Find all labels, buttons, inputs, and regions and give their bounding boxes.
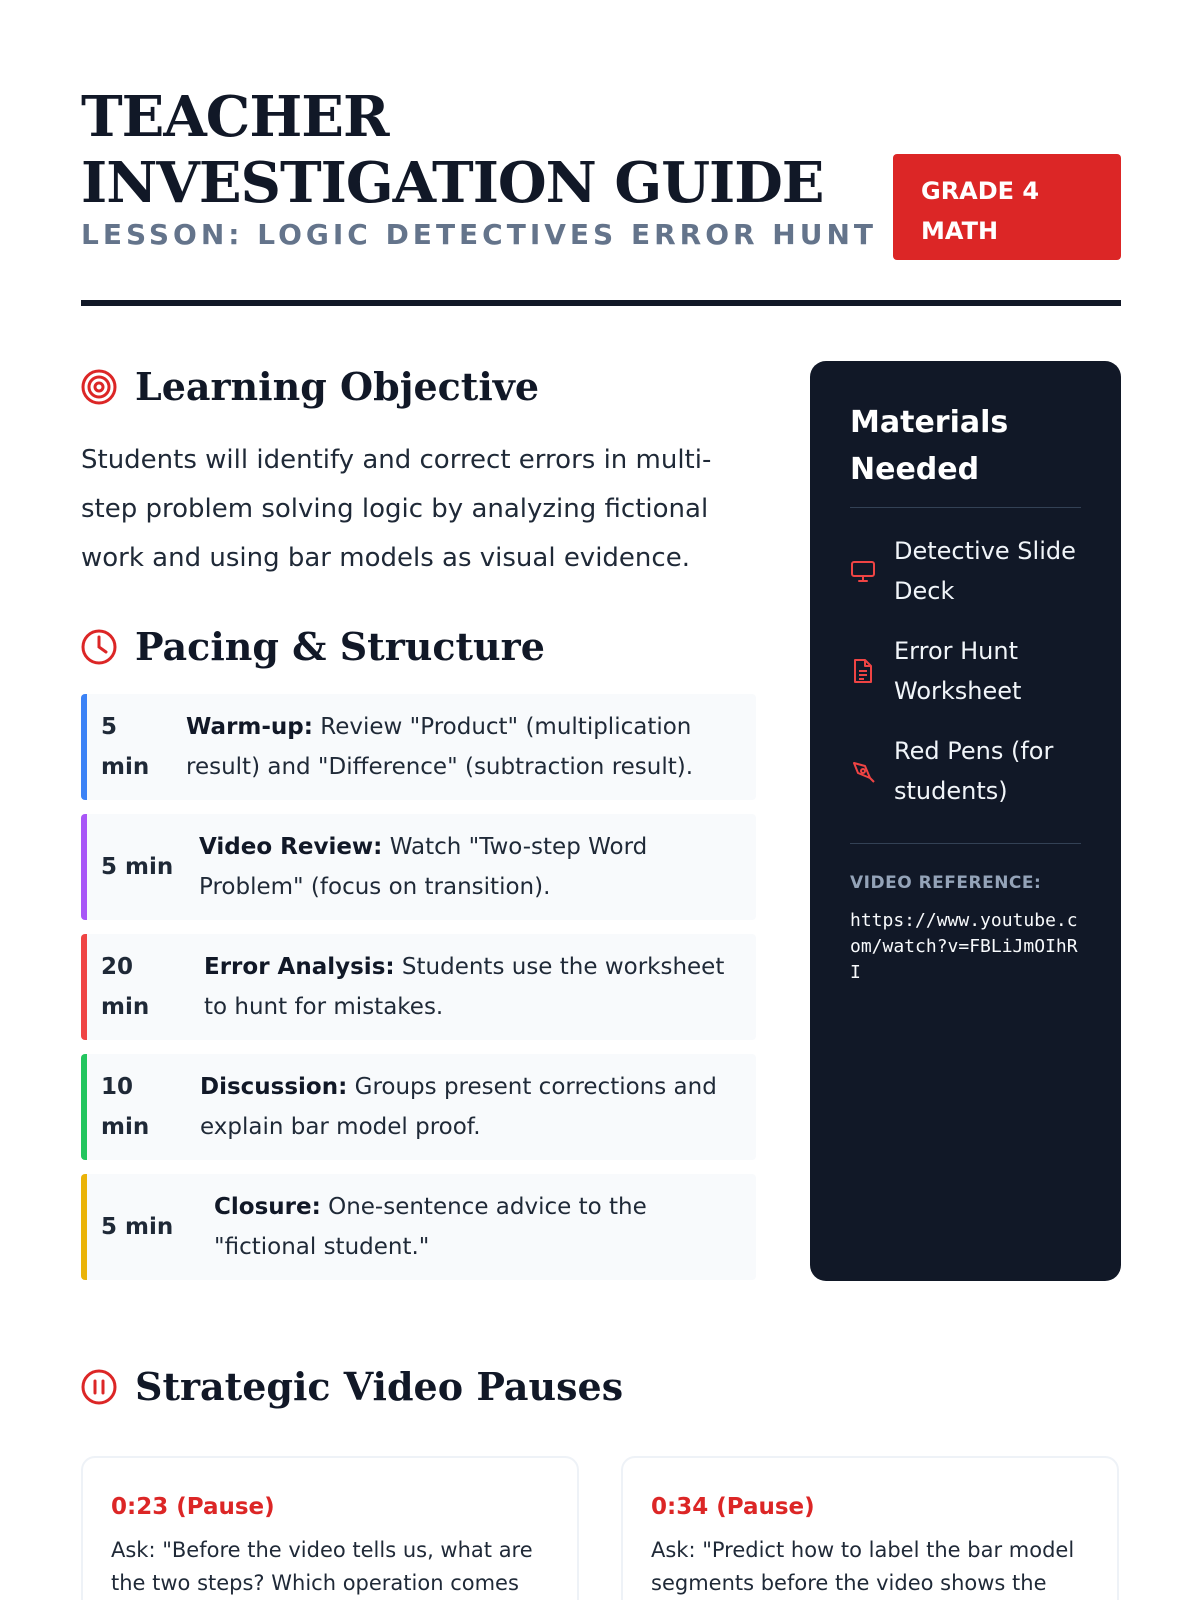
pacing-description [186, 707, 726, 787]
pauses-heading [81, 1364, 623, 1409]
objective-heading-text: Learning Objective [135, 364, 540, 409]
grade-badge [893, 154, 1121, 260]
pause-text: Ask: "Before the video tells us, what are the two steps? Which operation comes [111, 1538, 533, 1595]
pacing-time: 5 min [101, 1214, 174, 1240]
pacing-text: Students use the worksheet to hunt for mistakes. [204, 954, 725, 1020]
document-icon [850, 658, 876, 684]
grade-badge-line-1: GRADE 4 [921, 177, 1040, 205]
objective-heading [81, 364, 539, 409]
pause-time: 0:23 (Pause) [111, 1494, 275, 1520]
pacing-row-warm-up [81, 694, 756, 800]
material-label: Red Pens (for students) [894, 737, 1054, 805]
pacing-description [214, 1187, 734, 1267]
pause-card [621, 1456, 1119, 1600]
material-label: Error Hunt Worksheet [894, 637, 1022, 705]
objective-text: Students will identify and correct errors in multi-step problem solving logic by analyzing fictional work and using bar models as visual evidence. [81, 445, 712, 573]
pacing-time: 10 min [101, 1074, 150, 1140]
pause-text: Ask: "Predict how to label the bar model segments before the video shows the [651, 1538, 1075, 1595]
video-reference-url[interactable]: https://www.youtube.com/watch?v=FBLiJmOIhRI [850, 910, 1078, 983]
pacing-text: Review "Product" (multiplication result) and "Difference" (subtraction result). [186, 714, 694, 780]
pacing-text: Groups present corrections and explain bar model proof. [200, 1074, 717, 1140]
materials-divider [850, 843, 1081, 844]
materials-title: Materials Needed [850, 405, 1009, 487]
pacing-time: 5 min [101, 714, 150, 780]
guide-page [81, 0, 1121, 1600]
pause-time: 0:34 (Pause) [651, 1494, 815, 1520]
pause-circle-icon [81, 1367, 121, 1407]
pacing-label: Discussion: [200, 1074, 348, 1100]
pacing-row-error-analysis [81, 934, 756, 1040]
header-divider [81, 300, 1121, 306]
pacing-heading [81, 624, 545, 669]
pacing-time: 20 min [101, 954, 150, 1020]
pacing-text: Watch "Two-step Word Problem" (focus on transition). [199, 834, 648, 900]
material-label: Detective Slide Deck [894, 537, 1076, 605]
material-item-red-pens [850, 731, 1085, 811]
page-title: TEACHER INVESTIGATION GUIDE [81, 84, 824, 216]
pacing-label: Warm-up: [186, 714, 313, 740]
pacing-row-video-review [81, 814, 756, 920]
target-icon [81, 367, 121, 407]
pacing-description [204, 947, 744, 1027]
clock-icon [81, 627, 121, 667]
video-reference-label: VIDEO REFERENCE: [850, 873, 1042, 893]
material-item-slide-deck [850, 531, 1085, 611]
grade-badge-line-2: MATH [921, 217, 999, 245]
pen-icon [850, 758, 876, 784]
pacing-label: Error Analysis: [204, 954, 395, 980]
lesson-subtitle: LESSON: LOGIC DETECTIVES ERROR HUNT [81, 218, 878, 251]
pacing-row-closure [81, 1174, 756, 1280]
pauses-heading-text: Strategic Video Pauses [135, 1364, 624, 1409]
pacing-time: 5 min [101, 854, 174, 880]
pacing-label: Video Review: [199, 834, 383, 860]
material-item-worksheet [850, 631, 1085, 711]
pacing-text: One-sentence advice to the "fictional student." [214, 1194, 647, 1260]
materials-divider [850, 507, 1081, 508]
materials-panel [810, 361, 1121, 1281]
pause-card [81, 1456, 579, 1600]
pacing-description [200, 1067, 740, 1147]
pacing-row-discussion [81, 1054, 756, 1160]
pacing-description [199, 827, 729, 907]
pacing-label: Closure: [214, 1194, 321, 1220]
monitor-icon [850, 558, 876, 584]
pacing-heading-text: Pacing & Structure [135, 624, 545, 669]
